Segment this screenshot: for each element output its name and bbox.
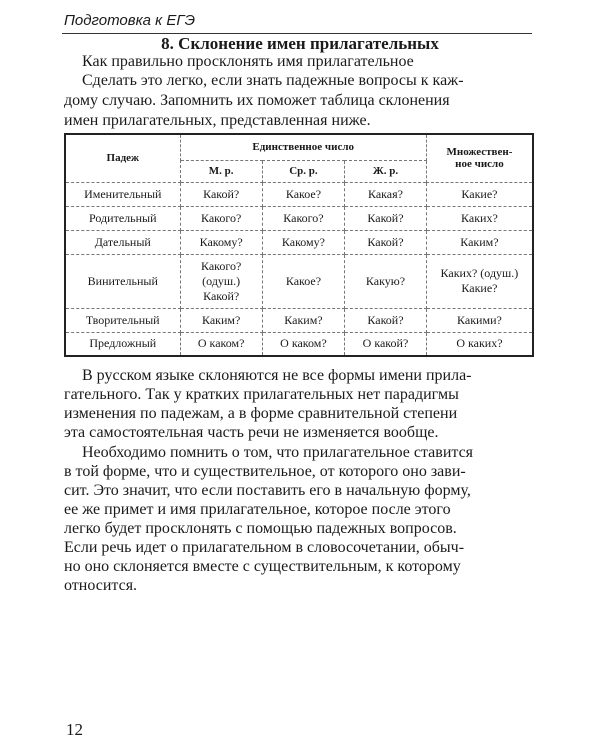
table-row bbox=[65, 332, 533, 356]
cell-plural: О каких? bbox=[426, 332, 533, 356]
declension-table bbox=[64, 133, 534, 357]
header-masculine: М. р. bbox=[180, 160, 262, 182]
case-name: Предложный bbox=[65, 332, 180, 356]
paragraph-line: в той форме, что и существительное, от которого оно зави- bbox=[64, 463, 466, 480]
section-title: 8. Склонение имен прилагательных bbox=[161, 34, 439, 53]
case-name: Именительный bbox=[65, 182, 180, 206]
paragraph-line: В русском языке склоняются не все формы имени прила- bbox=[82, 367, 472, 384]
cell-masculine: Какому? bbox=[180, 230, 262, 254]
body-text bbox=[64, 366, 534, 595]
paragraph-line: гательного. Так у кратких прилагательных нет парадигмы bbox=[64, 386, 459, 403]
header-singular: Единственное число bbox=[180, 134, 426, 160]
cell-feminine: Какой? bbox=[345, 230, 427, 254]
cell-feminine: Какую? bbox=[345, 254, 427, 308]
cell-feminine: Какой? bbox=[345, 206, 427, 230]
paragraph-line: Необходимо помнить о том, что прилагательное ставится bbox=[82, 444, 474, 461]
cell-plural: Какими? bbox=[426, 308, 533, 332]
cell-masculine: О каком? bbox=[180, 332, 262, 356]
cell-neuter: Какому? bbox=[262, 230, 344, 254]
table-row bbox=[65, 230, 533, 254]
table-row bbox=[65, 206, 533, 230]
page-number: 12 bbox=[66, 720, 83, 739]
cell-masculine: Какой? bbox=[180, 182, 262, 206]
cell-feminine: О какой? bbox=[345, 332, 427, 356]
intro-line: дому случаю. Запомнить их поможет таблица склонения bbox=[64, 92, 450, 109]
header-plural bbox=[426, 134, 533, 182]
cell-masculine: Каким? bbox=[180, 308, 262, 332]
table-row bbox=[65, 308, 533, 332]
running-header: Подготовка к ЕГЭ bbox=[64, 12, 195, 29]
intro-line: имен прилагательных, представленная ниже. bbox=[64, 112, 371, 129]
cell-line: Какого? bbox=[201, 258, 242, 273]
cell-neuter: Каким? bbox=[262, 308, 344, 332]
header-neuter: Ср. р. bbox=[262, 160, 344, 182]
paragraph-line: ее же примет и имя прилагательное, которое после этого bbox=[64, 501, 451, 518]
intro-paragraph bbox=[64, 71, 534, 131]
cell-line: Каких? (одуш.) bbox=[440, 266, 519, 280]
header-feminine: Ж. р. bbox=[345, 160, 427, 182]
paragraph-line: изменения по падежам, а в форме сравнительной степени bbox=[64, 405, 458, 422]
cell-feminine: Какая? bbox=[345, 182, 427, 206]
cell-line: Какие? bbox=[461, 281, 498, 295]
cell-plural: Какие? bbox=[426, 182, 533, 206]
paragraph-line: относится. bbox=[64, 577, 138, 594]
paragraph-line: легко будет просклонять с помощью падежных вопросов. bbox=[64, 520, 457, 537]
cell-line: Какой? bbox=[203, 288, 240, 303]
paragraph-line: но оно склоняется вместе с существительным, к которому bbox=[64, 558, 461, 575]
cell-neuter: О каком? bbox=[262, 332, 344, 356]
header-plural-line: Множествен- bbox=[446, 146, 513, 159]
case-name: Творительный bbox=[65, 308, 180, 332]
case-name: Винительный bbox=[65, 254, 180, 308]
case-name: Дательный bbox=[65, 230, 180, 254]
cell-feminine: Какой? bbox=[345, 308, 427, 332]
section-subtitle: Как правильно просклонять имя прилагательное bbox=[82, 53, 414, 70]
cell-plural bbox=[426, 254, 533, 308]
cell-neuter: Какого? bbox=[262, 206, 344, 230]
cell-line: (одуш.) bbox=[202, 273, 241, 288]
paragraph-line: сит. Это значит, что если поставить его в начальную форму, bbox=[64, 482, 471, 499]
header-plural-line: ное число bbox=[455, 158, 504, 171]
cell-plural: Каким? bbox=[426, 230, 533, 254]
header-case: Падеж bbox=[65, 134, 180, 182]
cell-masculine bbox=[180, 254, 262, 308]
cell-masculine: Какого? bbox=[180, 206, 262, 230]
case-name: Родительный bbox=[65, 206, 180, 230]
table-row bbox=[65, 182, 533, 206]
paragraph-line: эта самостоятельная часть речи не изменяется вообще. bbox=[64, 424, 439, 441]
cell-neuter: Какое? bbox=[262, 182, 344, 206]
paragraph-line: Если речь идет о прилагательном в словосочетании, обыч- bbox=[64, 539, 465, 556]
cell-neuter: Какое? bbox=[262, 254, 344, 308]
cell-plural: Каких? bbox=[426, 206, 533, 230]
intro-line: Сделать это легко, если знать падежные вопросы к каж- bbox=[82, 72, 464, 89]
table-row bbox=[65, 254, 533, 308]
